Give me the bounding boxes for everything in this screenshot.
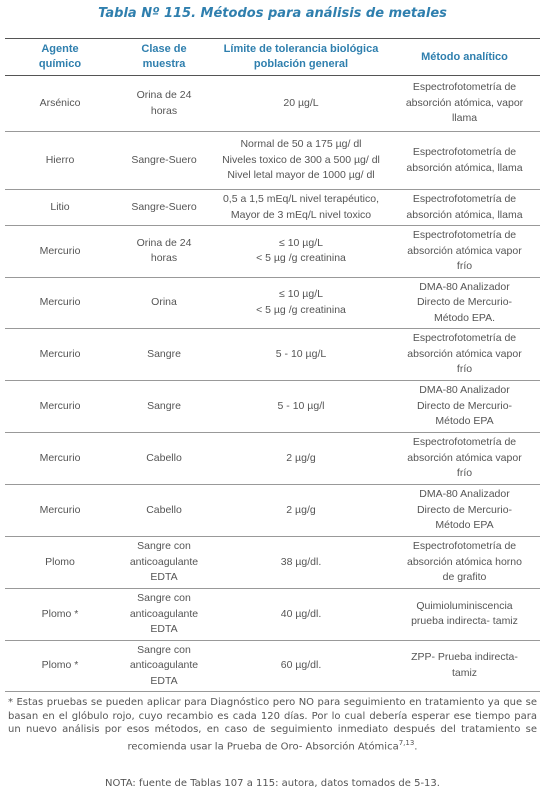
cell-sample: [115, 537, 213, 589]
cell-method: [389, 226, 540, 278]
cell-line: Espectrofotometría de: [412, 146, 517, 158]
cell-sample: [115, 132, 213, 190]
cell-line: Mayor de 3 mEq/L nivel toxico: [230, 208, 372, 221]
cell-line: 5 - 10 µg/l: [277, 399, 325, 412]
table-row: [5, 381, 540, 433]
cell-limit: [213, 640, 389, 692]
cell-sample: [115, 190, 213, 226]
cell-sample: [115, 329, 213, 381]
cell-method: [389, 132, 540, 190]
cell-line: Normal de 50 a 175 µg/ dl: [240, 138, 362, 151]
cell-line: Cabello: [146, 451, 182, 464]
cell-method: [389, 381, 540, 433]
cell-line: Orina de 24: [136, 236, 192, 249]
table-row: [5, 433, 540, 485]
table-title: Tabla Nº 115. Métodos para análisis de metales: [98, 6, 447, 21]
cell-sample: [115, 485, 213, 537]
cell-line: anticoagulante: [129, 659, 199, 671]
cell-line: 0,5 a 1,5 mEq/L nivel terapéutico,: [222, 193, 380, 205]
cell-line: horas: [150, 252, 178, 265]
cell-line: Espectrofotometría de: [412, 229, 517, 241]
cell-method: [389, 329, 540, 381]
cell-method: [389, 190, 540, 226]
cell-line: Método EPA.: [433, 311, 496, 324]
cell-line: 40 µg/dl.: [280, 607, 322, 620]
cell-line: DMA-80 Analizador: [419, 384, 510, 397]
cell-line: Sangre con: [137, 540, 191, 553]
table-row: [5, 329, 540, 381]
cell-agent: Plomo: [5, 537, 115, 589]
cell-limit: [213, 132, 389, 190]
cell-sample: [115, 381, 213, 433]
cell-agent: Arsénico: [5, 76, 115, 132]
cell-line: Método EPA: [435, 415, 494, 428]
cell-line: horas: [150, 104, 178, 117]
cell-line: Nivel letal mayor de 1000 µg/ dl: [227, 169, 375, 182]
cell-line: Directo de Mercurio-: [416, 399, 513, 412]
cell-line: ≤ 10 µg/L: [279, 288, 323, 301]
cell-agent: Mercurio: [5, 277, 115, 329]
cell-line: absorción atómica, llama: [406, 161, 523, 174]
cell-line: absorción atómica vapor: [407, 347, 522, 360]
table-row: [5, 537, 540, 589]
cell-line: frío: [456, 363, 473, 376]
cell-limit: [213, 485, 389, 537]
cell-sample: [115, 640, 213, 692]
cell-sample: [115, 277, 213, 329]
header-limit: Límite de tolerancia biológica población general: [213, 39, 389, 76]
table-row: [5, 132, 540, 190]
cell-line: Niveles toxico de 300 a 500 µg/ dl: [222, 153, 380, 166]
cell-line: Directo de Mercurio-: [416, 296, 513, 308]
cell-line: EDTA: [150, 623, 178, 635]
cell-line: EDTA: [150, 571, 178, 584]
cell-limit: [213, 190, 389, 226]
cell-line: Espectrofotometría de: [412, 436, 517, 449]
cell-line: Orina de 24: [136, 89, 192, 101]
cell-line: 20 µg/L: [283, 96, 319, 109]
cell-line: absorción atómica, vapor: [405, 96, 524, 109]
cell-line: Cabello: [146, 503, 182, 516]
cell-limit: [213, 329, 389, 381]
cell-line: Sangre con: [137, 643, 191, 656]
cell-line: 60 µg/dl.: [280, 659, 322, 671]
cell-sample: [115, 226, 213, 278]
table-row: [5, 640, 540, 692]
cell-limit: [213, 433, 389, 485]
cell-line: < 5 µg /g creatinina: [256, 303, 346, 316]
cell-sample: [115, 433, 213, 485]
cell-line: anticoagulante: [129, 607, 199, 620]
cell-line: Espectrofotometría de: [412, 81, 517, 94]
cell-limit: [213, 226, 389, 278]
cell-line: Sangre: [147, 347, 181, 360]
cell-agent: Plomo *: [5, 589, 115, 641]
cell-method: [389, 589, 540, 641]
cell-line: 2 µg/g: [286, 451, 316, 464]
cell-method: [389, 537, 540, 589]
cell-sample: [115, 589, 213, 641]
cell-line: de grafito: [442, 571, 487, 584]
cell-agent: Litio: [5, 190, 115, 226]
cell-limit: [213, 537, 389, 589]
table-header-row: [5, 39, 540, 76]
cell-line: absorción atómica, llama: [406, 208, 523, 221]
table-row: [5, 277, 540, 329]
cell-method: [389, 485, 540, 537]
cell-agent: Mercurio: [5, 381, 115, 433]
cell-line: Orina: [151, 296, 177, 308]
metals-methods-table: [5, 38, 540, 692]
cell-method: [389, 277, 540, 329]
cell-line: Sangre: [147, 399, 181, 412]
cell-line: Sangre-Suero: [131, 153, 197, 166]
cell-sample: [115, 76, 213, 132]
source-note: NOTA: fuente de Tablas 107 a 115: autora, datos tomados de 5-13.: [105, 778, 440, 789]
cell-line: Espectrofotometría de: [412, 540, 517, 553]
cell-line: Sangre con: [137, 592, 191, 604]
table-row: [5, 190, 540, 226]
table-row: [5, 76, 540, 132]
cell-line: Espectrofotometría de: [412, 193, 517, 205]
cell-line: ≤ 10 µg/L: [279, 236, 323, 249]
cell-line: absorción atómica vapor: [407, 244, 522, 257]
cell-line: Directo de Mercurio-: [416, 503, 513, 516]
cell-agent: Plomo *: [5, 640, 115, 692]
table-row: [5, 589, 540, 641]
cell-agent: Mercurio: [5, 485, 115, 537]
cell-line: frío: [456, 467, 473, 480]
cell-line: Sangre-Suero: [131, 200, 197, 213]
cell-line: absorción atómica vapor: [407, 451, 522, 464]
cell-line: llama: [451, 112, 478, 125]
cell-line: absorción atómica horno: [407, 555, 522, 568]
header-agent: Agente químico: [5, 39, 115, 76]
cell-agent: Mercurio: [5, 226, 115, 278]
cell-line: anticoagulante: [129, 555, 199, 568]
footnote-reference: 7,13: [398, 738, 415, 747]
cell-method: [389, 76, 540, 132]
cell-agent: Mercurio: [5, 433, 115, 485]
cell-line: EDTA: [150, 674, 178, 687]
cell-line: 5 - 10 µg/L: [275, 347, 327, 360]
table-row: [5, 485, 540, 537]
cell-line: < 5 µg /g creatinina: [256, 252, 346, 265]
cell-line: Quimioluminiscencia: [416, 599, 513, 612]
cell-line: DMA-80 Analizador: [419, 488, 510, 501]
cell-line: Método EPA: [435, 519, 494, 532]
cell-line: ZPP- Prueba indirecta-: [411, 651, 518, 664]
cell-method: [389, 640, 540, 692]
cell-limit: [213, 277, 389, 329]
cell-method: [389, 433, 540, 485]
cell-agent: Hierro: [5, 132, 115, 190]
cell-line: 38 µg/dl.: [280, 555, 322, 568]
table-row: [5, 226, 540, 278]
header-method: Método analítico: [389, 39, 540, 76]
footnote: * Estas pruebas se pueden aplicar para Diagnóstico pero NO para seguimiento en tratamiento ya que se basan en el glóbulo rojo, cuyo recambio es cada 120 días. Por lo cual debería esperar ese tiempo para un nuevo análisis por esos métodos, en caso de seguimiento inmediato después del tratamiento se recomienda usar la Prueba de Oro- Absorción Atómica$^{7,13}$.: [8, 697, 537, 752]
cell-agent: Mercurio: [5, 329, 115, 381]
cell-line: frío: [456, 260, 473, 272]
cell-line: prueba indirecta- tamiz: [411, 615, 518, 628]
header-sample: Clase de muestra: [115, 39, 213, 76]
cell-limit: [213, 589, 389, 641]
cell-line: DMA-80 Analizador: [419, 280, 510, 293]
cell-line: Espectrofotometría de: [412, 332, 517, 345]
cell-line: 2 µg/g: [286, 503, 316, 516]
cell-limit: [213, 381, 389, 433]
cell-limit: [213, 76, 389, 132]
cell-line: tamiz: [451, 666, 478, 679]
